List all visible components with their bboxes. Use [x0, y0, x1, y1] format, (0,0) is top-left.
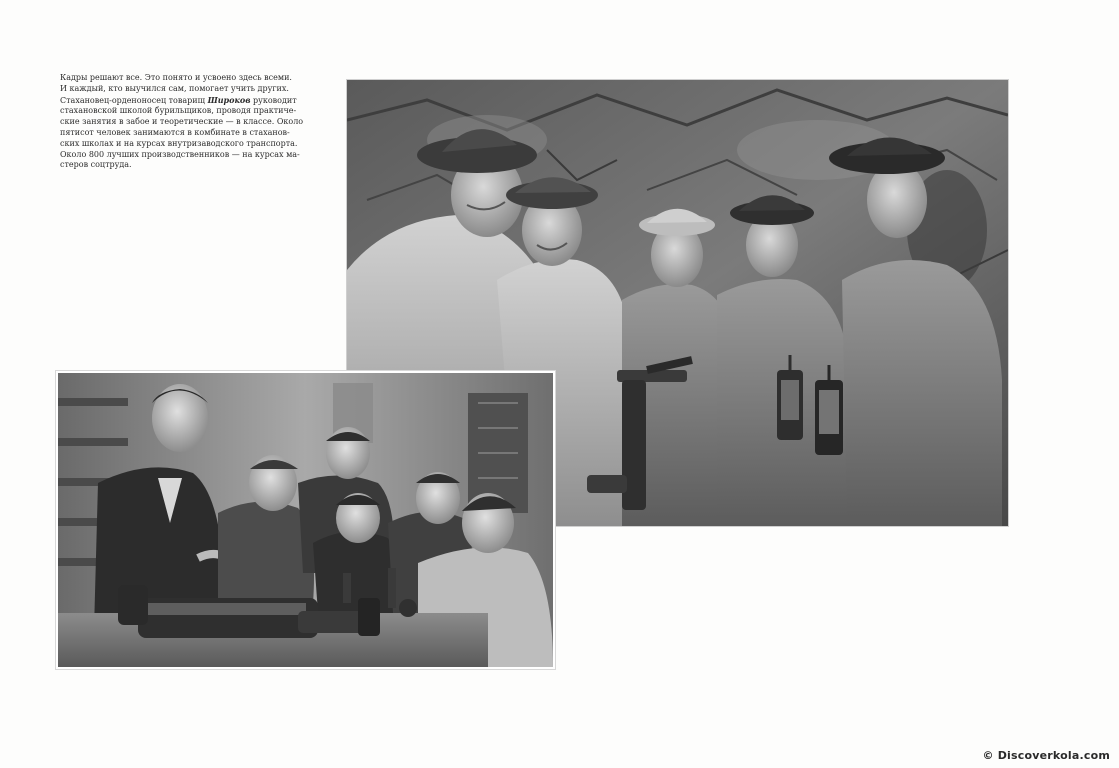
caption-emphasis-name: Широков [207, 94, 251, 105]
caption-line: стахановской школой бурильщиков, проводя практиче- [60, 106, 297, 116]
caption-line: пятисот человек занимаются в комбинате в стаханов- [60, 127, 290, 137]
caption-line: ские занятия в забое и теоретические — в классе. Около [60, 117, 304, 127]
watermark: © Discoverkola.com [982, 749, 1110, 762]
classroom-photo-illustration [58, 373, 553, 667]
caption-line [60, 95, 312, 107]
photo-classroom-drill-lesson [58, 373, 553, 667]
caption-text [60, 73, 312, 171]
caption-line-start: Стахановец-орденоносец товарищ [60, 95, 208, 105]
caption-line: Кадры решают все. Это понято и усвоено здесь всеми. [60, 73, 292, 82]
caption-line: стеров соцтруда. [60, 160, 132, 170]
caption-line: И каждый, кто выучился сам, помогает учить других. [60, 83, 289, 93]
caption-line-end: руководит [250, 95, 297, 105]
caption-line: Около 800 лучших производственников — на курсах ма- [60, 149, 300, 159]
caption-line: ских школах и на курсах внутризаводского транспорта. [60, 138, 298, 148]
